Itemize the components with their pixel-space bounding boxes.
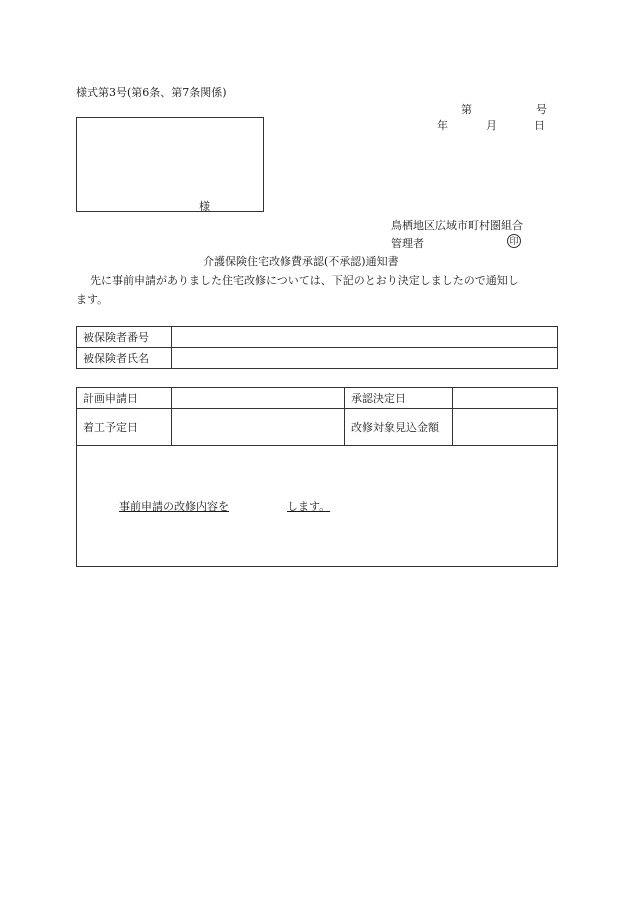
insured-number-value[interactable] — [172, 327, 558, 348]
estimate-label: 改修対象見込金額 — [345, 409, 453, 446]
plan-table — [76, 387, 558, 567]
table-row — [77, 446, 558, 567]
table-row — [77, 348, 558, 369]
insured-name-label: 被保険者氏名 — [77, 348, 172, 369]
start-date-label: 着工予定日 — [77, 409, 172, 446]
approval-date-value[interactable] — [453, 388, 558, 409]
plan-date-label: 計画申請日 — [77, 388, 172, 409]
plan-date-value[interactable] — [172, 388, 345, 409]
date-month: 月 — [486, 119, 497, 132]
insured-table — [76, 326, 558, 369]
addressee-suffix: 様 — [199, 200, 210, 213]
table-row — [77, 409, 558, 446]
approval-date-label: 承認決定日 — [345, 388, 453, 409]
addressee-box — [76, 117, 264, 212]
form-id: 様式第3号(第6条、第7条関係) — [76, 86, 227, 99]
date-year: 年 — [437, 119, 448, 132]
document-title: 介護保険住宅改修費承認(不承認)通知書 — [203, 255, 399, 268]
issuer-role: 管理者 — [391, 237, 424, 250]
statement-prefix: 事前申請の改修内容を — [119, 500, 229, 513]
start-date-value[interactable] — [172, 409, 345, 446]
doc-number-prefix: 第 — [461, 103, 472, 116]
doc-number-suffix: 号 — [536, 103, 547, 116]
body-line-1: 先に事前申請がありました住宅改修については、下記のとおり決定しましたので通知し — [90, 274, 519, 287]
body-line-2: ます。 — [76, 293, 109, 306]
insured-name-value[interactable] — [172, 348, 558, 369]
decision-statement — [77, 498, 557, 514]
issuer-organization: 鳥栖地区広域市町村圏組合 — [391, 219, 523, 232]
insured-number-label: 被保険者番号 — [77, 327, 172, 348]
statement-suffix: します。 — [287, 500, 331, 513]
estimate-value[interactable] — [453, 409, 558, 446]
table-row — [77, 388, 558, 409]
date-day: 日 — [534, 119, 545, 132]
decision-blank[interactable] — [229, 500, 287, 513]
table-row — [77, 327, 558, 348]
decision-statement-cell — [77, 446, 558, 567]
seal-mark: 印 — [507, 234, 521, 248]
